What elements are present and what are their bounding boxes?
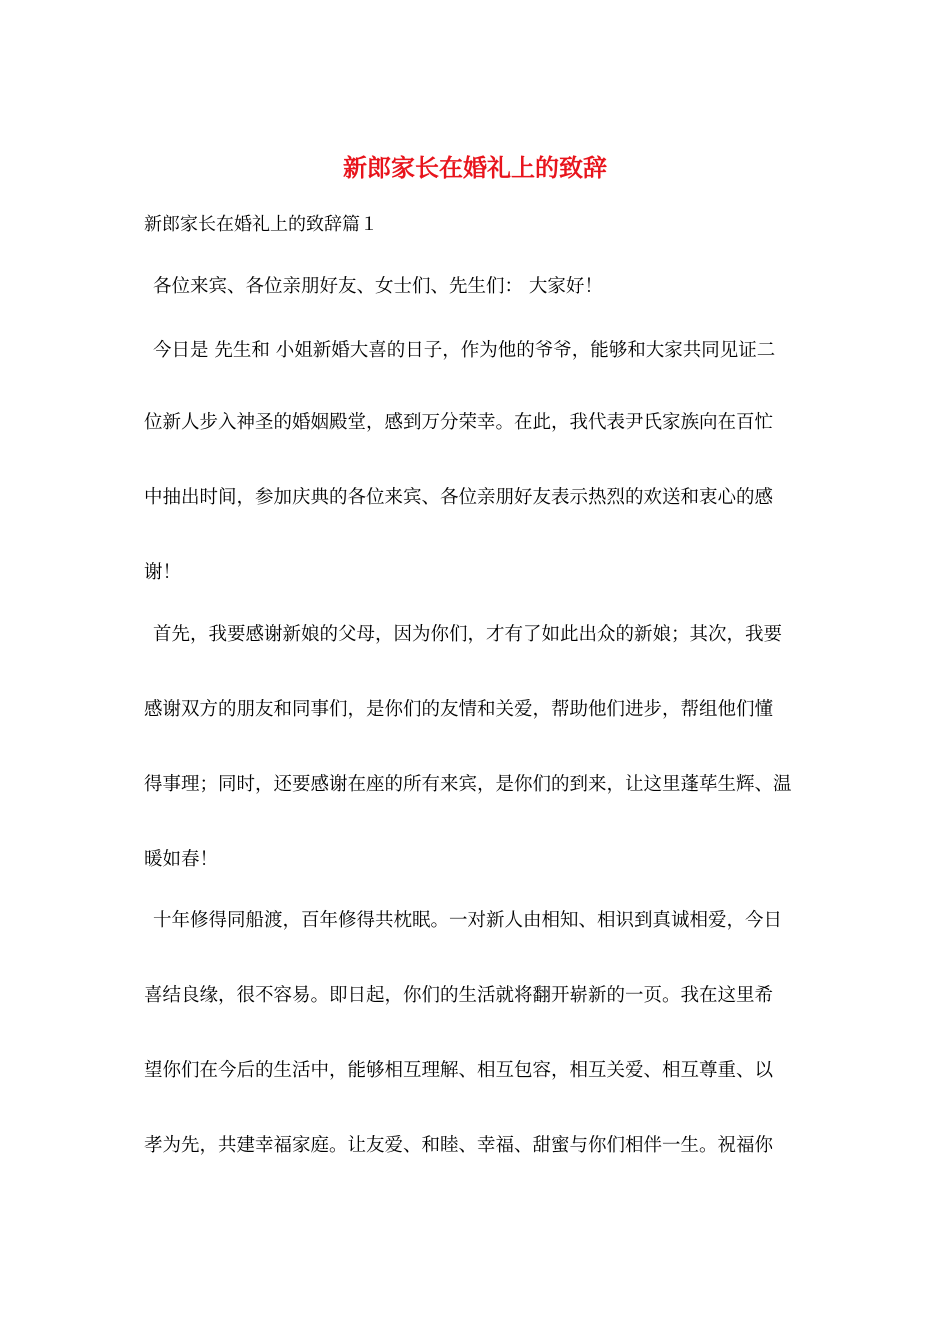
paragraph-line: 孝为先，共建幸福家庭。让友爱、和睦、幸福、甜蜜与你们相伴一生。祝福你: [144, 1135, 774, 1156]
paragraph-line: 中抽出时间，参加庆典的各位来宾、各位亲朋好友表示热烈的欢送和衷心的感: [144, 487, 774, 508]
document-title: 新郎家长在婚礼上的致辞: [343, 153, 607, 182]
paragraph-line: 望你们在今后的生活中，能够相互理解、相互包容，相互关爱、相互尊重、以: [144, 1060, 774, 1081]
paragraph-line: 得事理；同时，还要感谢在座的所有来宾，是你们的到来，让这里蓬荜生辉、温: [144, 774, 792, 795]
paragraph-line: 暖如春！: [144, 849, 219, 870]
paragraph-line: 首先，我要感谢新娘的父母，因为你们，才有了如此出众的新娘；其次，我要: [153, 624, 783, 645]
document-subtitle: 新郎家长在婚礼上的致辞篇１: [144, 214, 378, 235]
paragraph-line: 十年修得同船渡，百年修得共枕眠。一对新人由相知、相识到真诚相爱，今日: [153, 910, 783, 931]
paragraph-line: 感谢双方的朋友和同事们，是你们的友情和关爱，帮助他们进步，帮组他们懂: [144, 699, 774, 720]
paragraph-line: 各位来宾、各位亲朋好友、女士们、先生们： 大家好！: [153, 276, 603, 297]
paragraph-line: 谢！: [144, 562, 182, 583]
paragraph-line: 喜结良缘，很不容易。即日起，你们的生活就将翻开崭新的一页。我在这里希: [144, 985, 774, 1006]
paragraph-line: 位新人步入神圣的婚姻殿堂，感到万分荣幸。在此，我代表尹氏家族向在百忙: [144, 412, 774, 433]
paragraph-line: 今日是 先生和 小姐新婚大喜的日子，作为他的爷爷，能够和大家共同见证二: [153, 340, 776, 361]
